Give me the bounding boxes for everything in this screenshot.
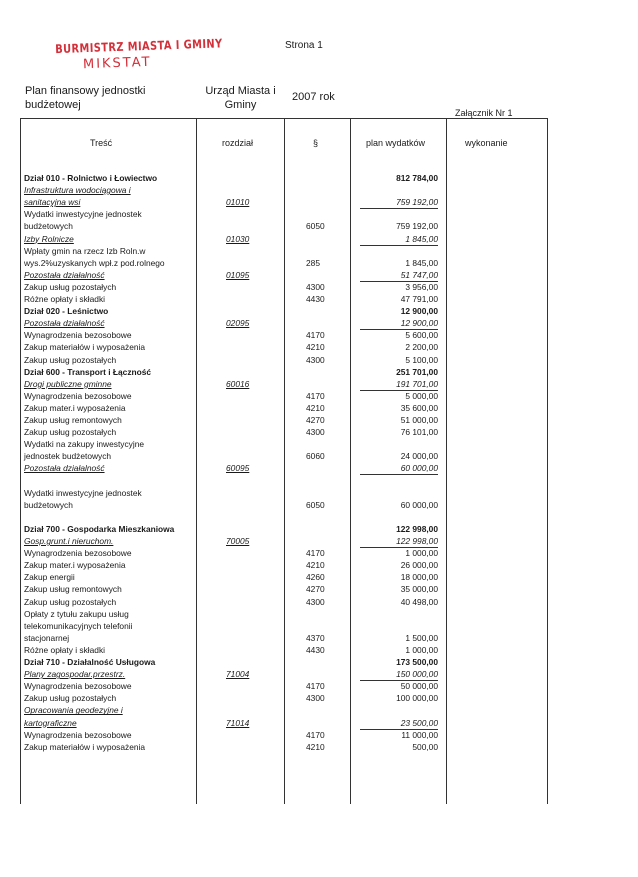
column-header-plan: plan wydatków	[366, 138, 426, 148]
row-plan-amount: 40 498,00	[400, 596, 438, 607]
table-row	[0, 378, 638, 390]
table-row	[0, 741, 638, 753]
table-row	[0, 329, 638, 341]
table-row	[0, 547, 638, 559]
row-paragraf: 4430	[306, 644, 325, 655]
row-rozdzial: 01030	[226, 233, 250, 244]
column-header-wykonanie: wykonanie	[465, 138, 508, 148]
table-row	[0, 172, 638, 184]
office-name: Urząd Miasta i Gminy	[205, 85, 276, 111]
row-label: Izby Rolnicze	[24, 233, 74, 244]
row-paragraf: 4210	[306, 342, 325, 353]
row-label: Wydatki inwestycyjne jednostek	[24, 209, 142, 220]
row-paragraf: 6050	[306, 221, 325, 232]
row-paragraf: 4170	[306, 681, 325, 692]
row-plan-amount: 122 998,00	[360, 535, 438, 548]
row-plan-amount: 191 701,00	[360, 378, 438, 391]
row-plan-amount: 11 000,00	[401, 729, 438, 740]
row-plan-amount: 1 845,00	[405, 257, 438, 268]
row-label: budżetowych	[24, 499, 73, 510]
table-row	[0, 414, 638, 426]
row-paragraf: 4170	[306, 330, 325, 341]
row-label: Wydatki inwestycyjne jednostek	[24, 487, 142, 498]
row-label: kartograficzne	[24, 717, 77, 728]
attachment-label: Załącznik Nr 1	[455, 108, 513, 118]
row-paragraf: 4270	[306, 415, 325, 425]
row-label: Infrastruktura wodociągowa i	[24, 185, 131, 196]
table-row	[0, 511, 638, 523]
table-row	[0, 426, 638, 438]
table-row	[0, 245, 638, 257]
table-row	[0, 668, 638, 680]
row-plan-amount: 173 500,00	[396, 657, 438, 667]
table-row	[0, 184, 638, 196]
row-plan-amount: 12 900,00	[360, 317, 438, 330]
row-label: Dział 020 - Leśnictwo	[24, 306, 109, 317]
row-plan-amount: 50 000,00	[400, 681, 438, 692]
row-label: Opłaty z tytułu zakupu usług	[24, 608, 129, 619]
table-row	[0, 571, 638, 583]
page-number: Strona 1	[285, 40, 323, 51]
row-label: Drogi publiczne gminne	[24, 378, 112, 389]
stamp-line2: MIKSTAT	[82, 54, 152, 73]
table-row	[0, 475, 638, 487]
table-row	[0, 196, 638, 208]
table-row	[0, 583, 638, 595]
row-paragraf: 4430	[306, 294, 325, 304]
row-plan-amount: 18 000,00	[400, 572, 438, 583]
row-paragraf: 4370	[306, 632, 325, 643]
row-label: wys.2%uzyskanych wpł.z pod.rolnego	[24, 257, 165, 268]
table-row	[0, 620, 638, 632]
row-label: Różne opłaty i składki	[24, 294, 105, 304]
row-paragraf: 4170	[306, 548, 325, 559]
table-row	[0, 341, 638, 353]
row-paragraf: 4170	[306, 390, 325, 401]
table-row	[0, 366, 638, 378]
row-label: Wynagrodzenia bezosobowe	[24, 330, 132, 341]
row-plan-amount: 100 000,00	[396, 693, 438, 704]
row-plan-amount: 12 900,00	[400, 306, 438, 317]
row-label: Zakup usług pozostałych	[24, 596, 117, 607]
row-label: Zakup usług remontowych	[24, 415, 122, 425]
table-row	[0, 305, 638, 317]
table-row	[0, 559, 638, 571]
table-row	[0, 390, 638, 402]
row-rozdzial: 71014	[226, 717, 250, 728]
table-row	[0, 608, 638, 620]
row-label: Wynagrodzenia bezosobowe	[24, 729, 132, 740]
table-row	[0, 535, 638, 547]
column-header-paragraf: §	[313, 138, 319, 148]
table-row	[0, 354, 638, 366]
row-plan-amount: 5 000,00	[405, 390, 438, 401]
row-label: Dział 700 - Gospodarka Mieszkaniowa	[24, 523, 175, 534]
table-row	[0, 257, 638, 269]
row-plan-amount: 759 192,00	[396, 221, 438, 232]
row-plan-amount: 5 100,00	[405, 354, 438, 365]
row-plan-amount: 1 000,00	[405, 548, 438, 559]
row-rozdzial: 71004	[226, 669, 250, 680]
row-plan-amount: 51 000,00	[400, 415, 438, 425]
row-plan-amount: 60 000,00	[400, 499, 438, 510]
row-label: Różne opłaty i składki	[24, 644, 105, 655]
row-plan-amount: 2 200,00	[405, 342, 438, 353]
table-row	[0, 632, 638, 644]
table-row	[0, 729, 638, 741]
row-label: Zakup usług pozostałych	[24, 427, 117, 438]
table-row	[0, 692, 638, 704]
row-rozdzial: 60016	[226, 378, 250, 389]
row-label: Zakup mater.i wyposażenia	[24, 402, 126, 413]
row-rozdzial: 01010	[226, 197, 250, 208]
row-plan-amount: 1 000,00	[405, 644, 438, 655]
row-plan-amount: 26 000,00	[400, 560, 438, 571]
table-row	[0, 523, 638, 535]
row-plan-amount: 47 791,00	[400, 294, 438, 304]
row-paragraf: 4210	[306, 402, 325, 413]
table-row	[0, 208, 638, 220]
row-rozdzial: 60095	[226, 463, 250, 474]
table-row	[0, 680, 638, 692]
table-row	[0, 596, 638, 608]
row-plan-amount: 1 845,00	[360, 233, 438, 246]
row-label: Dział 710 - Działalność Usługowa	[24, 657, 156, 667]
table-row	[0, 281, 638, 293]
table-row	[0, 644, 638, 656]
row-label: Opracowania geodezyjne i	[24, 705, 123, 716]
column-header-tresc: Treść	[90, 138, 113, 148]
table-row	[0, 402, 638, 414]
row-label: Zakup usług pozostałych	[24, 281, 117, 292]
row-plan-amount: 3 956,00	[405, 281, 438, 292]
row-paragraf: 4300	[306, 427, 325, 438]
row-label: jednostek budżetowych	[24, 451, 112, 462]
row-label: Zakup mater.i wyposażenia	[24, 560, 126, 571]
row-paragraf: 4300	[306, 693, 325, 704]
row-paragraf: 6060	[306, 451, 325, 462]
row-label: Zakup usług pozostałych	[24, 693, 117, 704]
row-label: Zakup materiałów i wyposażenia	[24, 342, 146, 353]
row-paragraf: 4210	[306, 560, 325, 571]
row-paragraf: 4300	[306, 354, 325, 365]
row-label: Pozostała działalność	[24, 269, 105, 280]
row-rozdzial: 70005	[226, 536, 250, 546]
row-label: Gosp.grunt.i nieruchom.	[24, 536, 114, 546]
table-row	[0, 450, 638, 462]
row-paragraf: 285	[306, 257, 320, 268]
row-plan-amount: 5 600,00	[405, 330, 438, 341]
row-label: sanitacyjna wsi	[24, 197, 81, 208]
row-label: Wynagrodzenia bezosobowe	[24, 548, 132, 559]
row-plan-amount: 759 192,00	[360, 196, 438, 209]
table-row	[0, 220, 638, 232]
row-plan-amount: 51 747,00	[360, 269, 438, 282]
table-row	[0, 438, 638, 450]
row-label: Plany zagospodar.przestrz.	[24, 669, 126, 680]
row-paragraf: 4300	[306, 281, 325, 292]
table-row	[0, 487, 638, 499]
row-label: Pozostała działalność	[24, 318, 105, 329]
table-row	[0, 317, 638, 329]
row-plan-amount: 122 998,00	[396, 523, 438, 534]
row-plan-amount: 23 500,00	[360, 717, 438, 730]
row-paragraf: 4170	[306, 729, 325, 740]
table-row	[0, 462, 638, 474]
row-paragraf: 4260	[306, 572, 325, 583]
row-plan-amount: 24 000,00	[400, 451, 438, 462]
row-label: Zakup usług pozostałych	[24, 354, 117, 365]
table-row	[0, 704, 638, 716]
row-plan-amount: 812 784,00	[396, 173, 438, 183]
row-rozdzial: 01095	[226, 269, 250, 280]
row-plan-amount: 60 000,00	[360, 462, 438, 475]
row-plan-amount: 35 600,00	[400, 402, 438, 413]
row-label: telekomunikacyjnych telefonii	[24, 620, 133, 631]
row-plan-amount: 76 101,00	[400, 427, 438, 438]
table-row	[0, 293, 638, 305]
document-title: Plan finansowy jednostki budżetowej	[25, 85, 146, 111]
fiscal-year: 2007 rok	[292, 91, 335, 103]
row-label: Zakup usług remontowych	[24, 584, 122, 595]
row-plan-amount: 500,00	[412, 741, 438, 752]
row-rozdzial: 02095	[226, 318, 250, 329]
row-plan-amount: 150 000,00	[360, 668, 438, 681]
table-row	[0, 717, 638, 729]
row-label: Zakup materiałów i wyposażenia	[24, 741, 146, 752]
official-stamp	[42, 36, 223, 73]
row-label: stacjonarnej	[24, 632, 70, 643]
row-label: Wydatki na zakupy inwestycyjne	[24, 439, 145, 450]
row-plan-amount: 1 500,00	[405, 632, 438, 643]
row-label: Pozostała działalność	[24, 463, 105, 474]
row-label: Wynagrodzenia bezosobowe	[24, 390, 132, 401]
table-row	[0, 269, 638, 281]
stamp-line1: BURMISTRZ MIASTA I GMINY	[54, 36, 223, 57]
row-label: Wynagrodzenia bezosobowe	[24, 681, 132, 692]
row-label: Wpłaty gmin na rzecz Izb Roln.w	[24, 245, 146, 256]
column-header-rozdzial: rozdział	[222, 138, 254, 148]
table-row	[0, 499, 638, 511]
row-label: Dział 600 - Transport i Łączność	[24, 366, 152, 377]
row-paragraf: 6050	[306, 499, 325, 510]
row-plan-amount: 251 701,00	[396, 366, 438, 377]
row-label: Dział 010 - Rolnictwo i Łowiectwo	[24, 173, 158, 183]
table-row	[0, 233, 638, 245]
row-paragraf: 4270	[306, 584, 325, 595]
row-label: Zakup energii	[24, 572, 75, 583]
row-label: budżetowych	[24, 221, 73, 232]
row-paragraf: 4210	[306, 741, 325, 752]
row-plan-amount: 35 000,00	[400, 584, 438, 595]
row-paragraf: 4300	[306, 596, 325, 607]
table-row	[0, 656, 638, 668]
